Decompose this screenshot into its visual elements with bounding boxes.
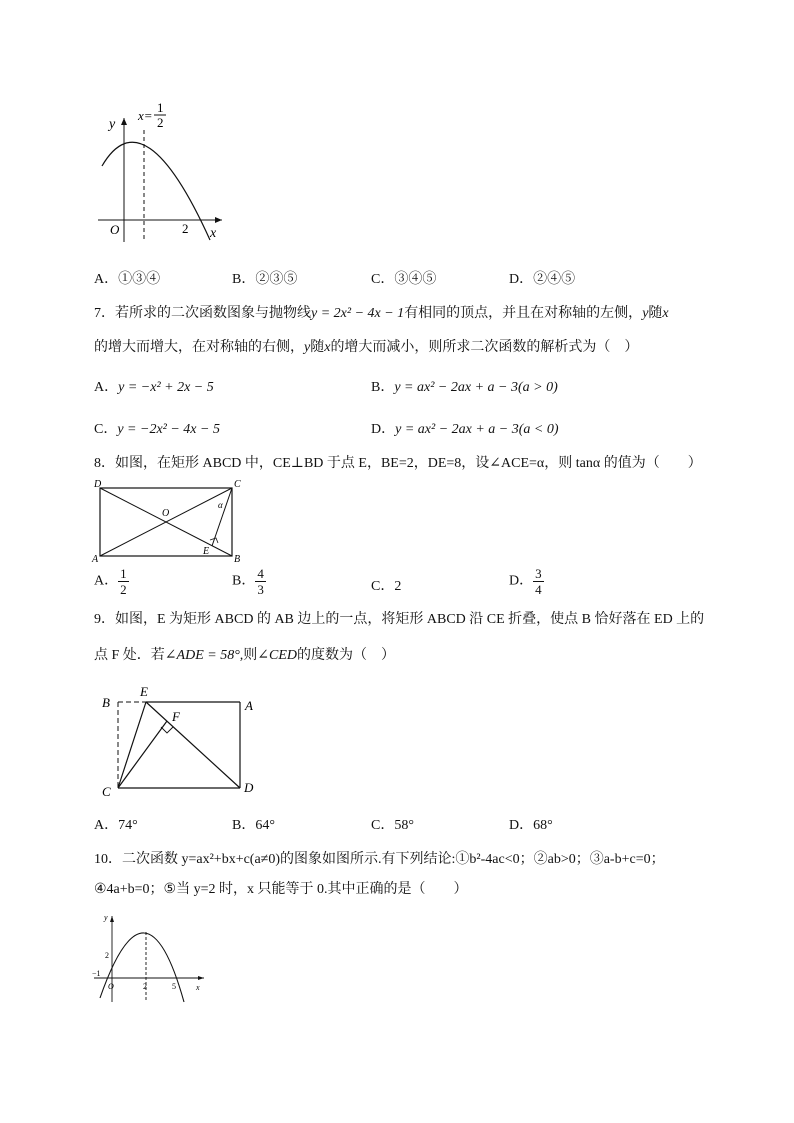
q9-line-1: 9．如图，E 为矩形 ABCD 的 AB 边上的一点，将矩形 ABCD 沿 CE 折叠，使点 B 恰好落在 ED 上的 — [94, 612, 705, 627]
q9-label-f: F — [172, 709, 180, 724]
symmetry-frac-den: 2 — [157, 115, 164, 130]
q8-label-e: E — [203, 546, 210, 557]
q8-question: 8．如图，在矩形 ABCD 中，CE⊥BD 于点 E，BE=2，DE=8，设∠ACE=α，则 tanα 的值为（ ） — [94, 456, 702, 471]
q9-option-c[interactable]: C．58° — [371, 818, 414, 833]
q10-origin-label: O — [108, 982, 114, 991]
q10-y-tick-2: 2 — [105, 951, 109, 960]
q10-line-1: 10．二次函数 y=ax²+bx+c(a≠0)的图象如图所示.有下列结论:①b²-4ac<0；②ab>0；③a-b+c=0； — [94, 852, 665, 867]
y-axis-label: y — [109, 117, 116, 132]
x-axis-label: x — [210, 226, 217, 241]
x-tick-2: 2 — [182, 221, 189, 236]
q10-parabola-figure — [88, 906, 218, 1010]
q8-label-alpha: α — [218, 500, 223, 510]
q8-option-a[interactable]: A． $\frac{1}{2}$ — [94, 566, 127, 597]
q9-label-b: B — [102, 695, 110, 710]
q6-option-c[interactable]: C．③④⑤ — [371, 272, 437, 287]
q9-option-b[interactable]: B．64° — [232, 818, 275, 833]
q9-option-a[interactable]: A．74° — [94, 818, 138, 833]
q10-x-axis-label: x — [196, 983, 200, 992]
q10-x-tick-5: 5 — [172, 982, 176, 991]
q7-line-1: 7．若所求的二次函数图象与抛物线y = 2x² − 4x − 1有相同的顶点，并且在对称轴的左侧，y随x — [94, 306, 669, 321]
q9-label-e: E — [140, 684, 148, 699]
q8-option-b[interactable]: B． $\frac{4}{3}$ — [232, 566, 264, 597]
q7-line-2: 的增大而增大，在对称轴的右侧，y随x的增大而减小，则所求二次函数的解析式为（ ） — [94, 340, 639, 355]
q6-parabola-figure — [90, 100, 230, 250]
q8-label-b: B — [234, 554, 241, 565]
q7-option-d[interactable]: D．y = ax² − 2ax + a − 3(a < 0) — [371, 422, 559, 437]
q10-line-2: ④4a+b=0；⑤当 y=2 时，x 只能等于 0.其中正确的是（ ） — [94, 882, 468, 897]
q8-label-d: D — [94, 479, 102, 490]
symmetry-axis-label: x= — [138, 108, 153, 123]
q9-option-d[interactable]: D．68° — [509, 818, 553, 833]
q9-line-2: 点 F 处．若∠ADE = 58°,则∠CED的度数为（ ） — [94, 648, 396, 663]
q9-label-a: A — [245, 698, 253, 713]
q10-x-tick-minus-1: −1 — [92, 969, 101, 978]
q8-option-c[interactable]: C．2 — [371, 579, 402, 594]
q9-fold-figure — [96, 680, 266, 800]
q7-option-a[interactable]: A．y = −x² + 2x − 5 — [94, 380, 214, 395]
symmetry-frac-num: 1 — [157, 100, 164, 115]
q10-y-axis-label: y — [104, 913, 108, 922]
q8-rectangle-figure — [90, 476, 250, 566]
origin-label: O — [110, 222, 120, 237]
q8-label-o: O — [162, 508, 170, 519]
q7-option-c[interactable]: C．y = −2x² − 4x − 5 — [94, 422, 220, 437]
q6-option-a[interactable]: A．①③④ — [94, 272, 161, 287]
q6-option-b[interactable]: B．②③⑤ — [232, 272, 298, 287]
q7-option-b[interactable]: B．y = ax² − 2ax + a − 3(a > 0) — [371, 380, 558, 395]
q10-x-tick-2: 2 — [143, 982, 147, 991]
q8-label-a: A — [92, 554, 99, 565]
q8-option-d[interactable]: D． $\frac{3}{4}$ — [509, 566, 542, 597]
q9-label-d: D — [244, 780, 254, 795]
q9-label-c: C — [102, 784, 111, 799]
q6-option-d[interactable]: D．②④⑤ — [509, 272, 576, 287]
q8-label-c: C — [234, 479, 241, 490]
